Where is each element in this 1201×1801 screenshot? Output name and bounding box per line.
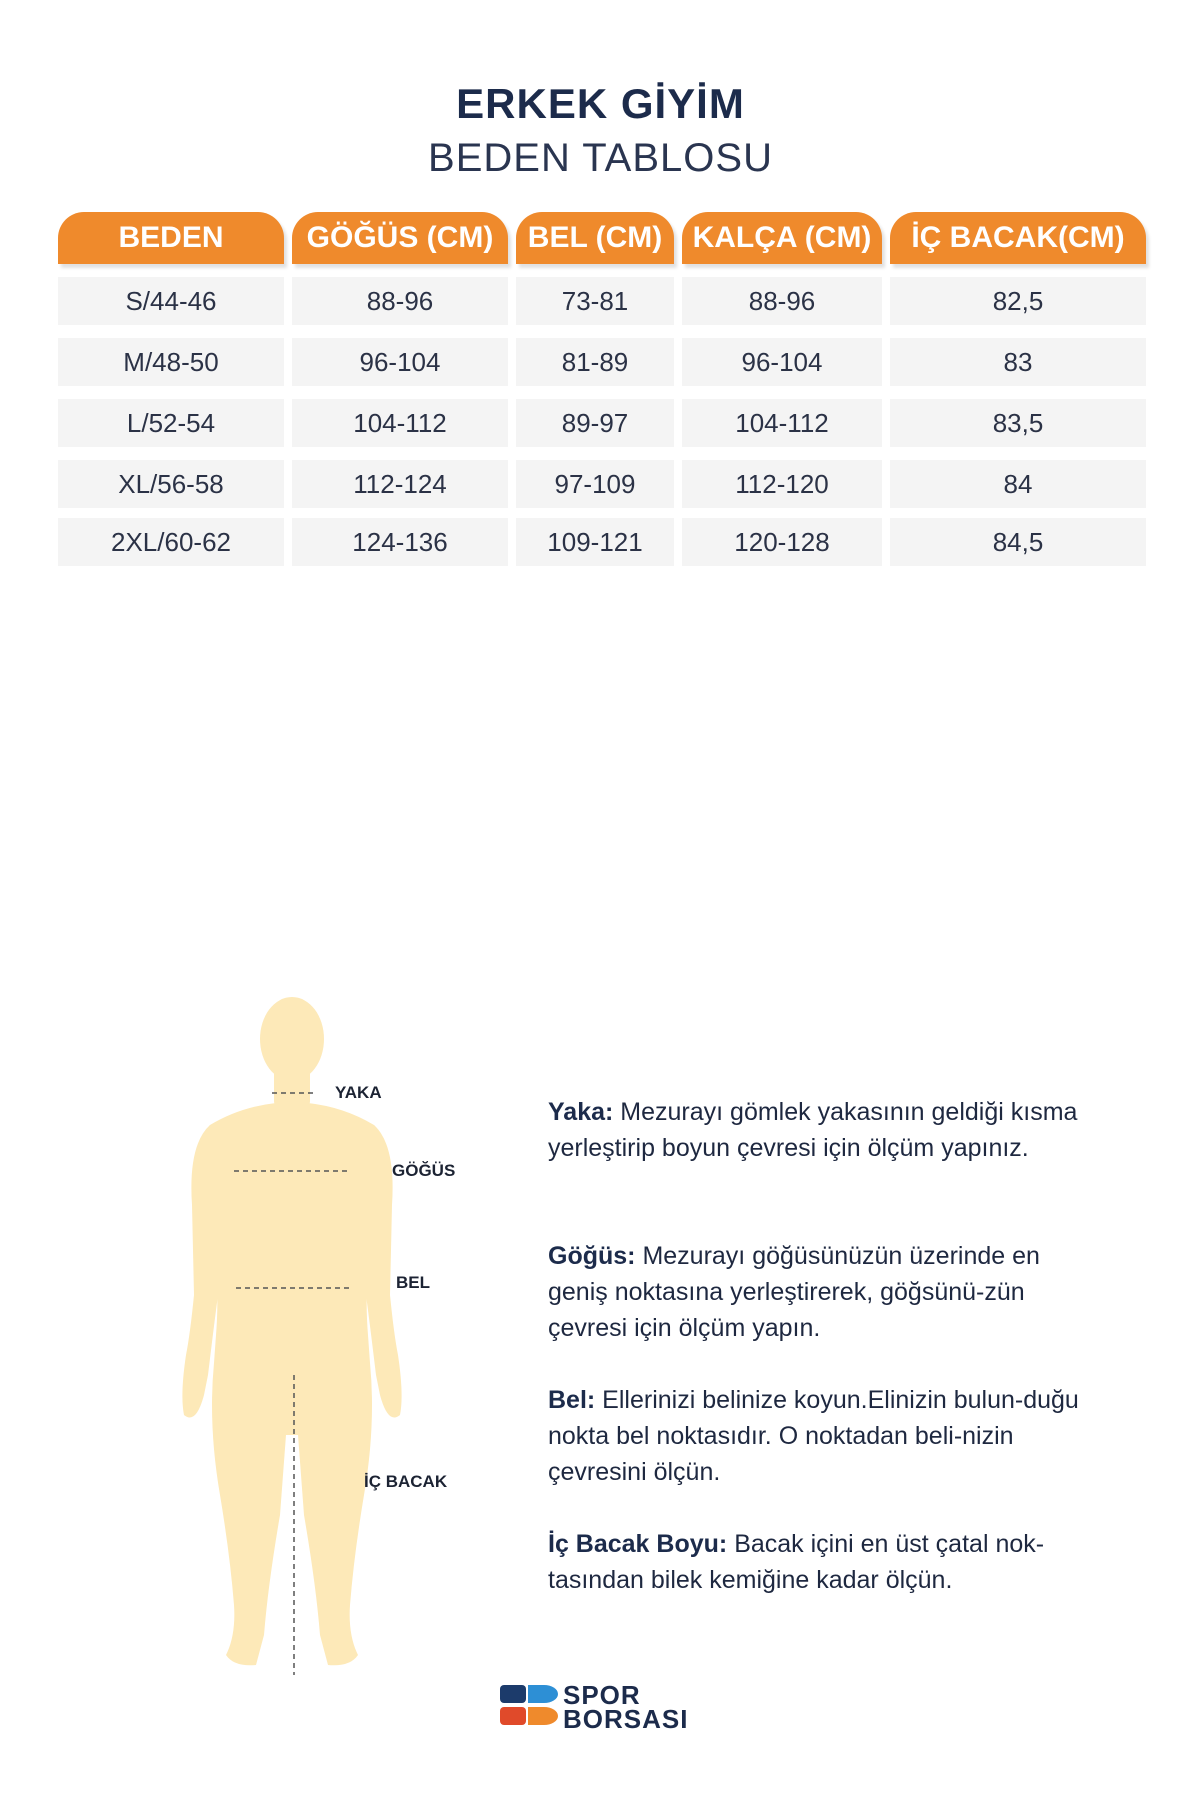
label-gogus: GÖĞÜS bbox=[392, 1161, 456, 1180]
table-cell: S/44-46 bbox=[58, 277, 284, 325]
table-cell: 104-112 bbox=[292, 399, 508, 447]
table-cell: 88-96 bbox=[292, 277, 508, 325]
page-title: ERKEK GİYİM bbox=[456, 80, 745, 127]
table-cell: 84,5 bbox=[890, 518, 1146, 566]
column-header: BEL (CM) bbox=[516, 212, 674, 264]
instruction-term: İç Bacak Boyu: bbox=[548, 1530, 728, 1558]
instruction-yaka bbox=[548, 1094, 1088, 1166]
column-header: GÖĞÜS (CM) bbox=[292, 212, 508, 264]
table-cell: 83,5 bbox=[890, 399, 1146, 447]
table-cell: 83 bbox=[890, 338, 1146, 386]
table-cell: 89-97 bbox=[516, 399, 674, 447]
instruction-text: Ellerinizi belinize koyun.Elinizin bulun-duğu nokta bel noktasıdır. O noktadan beli-nizin çevresini ölçün. bbox=[548, 1386, 1079, 1486]
table-cell: 97-109 bbox=[516, 460, 674, 508]
table-cell: 124-136 bbox=[292, 518, 508, 566]
brand-name-line2: BORSASI bbox=[563, 1704, 689, 1734]
table-cell: M/48-50 bbox=[58, 338, 284, 386]
instruction-term: Göğüs: bbox=[548, 1242, 636, 1270]
table-cell: XL/56-58 bbox=[58, 460, 284, 508]
table-cell: 82,5 bbox=[890, 277, 1146, 325]
label-yaka: YAKA bbox=[335, 1083, 382, 1102]
table-cell: 88-96 bbox=[682, 277, 882, 325]
table-cell: 96-104 bbox=[682, 338, 882, 386]
column-header: BEDEN bbox=[58, 212, 284, 264]
label-bel: BEL bbox=[396, 1273, 430, 1292]
table-cell: 96-104 bbox=[292, 338, 508, 386]
instruction-bel bbox=[548, 1382, 1088, 1490]
brand-name-line1: SPOR bbox=[563, 1680, 641, 1710]
table-cell: 120-128 bbox=[682, 518, 882, 566]
instruction-ic-bacak bbox=[548, 1526, 1088, 1598]
table-cell: L/52-54 bbox=[58, 399, 284, 447]
instruction-gogus bbox=[548, 1238, 1088, 1346]
table-cell: 73-81 bbox=[516, 277, 674, 325]
table-cell: 2XL/60-62 bbox=[58, 518, 284, 566]
page-subtitle: BEDEN TABLOSU bbox=[428, 136, 773, 180]
instruction-text: Bacak içini en üst çatal nok-tasından bilek kemiğine kadar ölçün. bbox=[548, 1530, 1045, 1594]
table-cell: 109-121 bbox=[516, 518, 674, 566]
table-cell: 112-120 bbox=[682, 460, 882, 508]
body-silhouette bbox=[180, 995, 480, 1675]
column-header: KALÇA (CM) bbox=[682, 212, 882, 264]
table-cell: 81-89 bbox=[516, 338, 674, 386]
instruction-term: Yaka: bbox=[548, 1098, 614, 1126]
table-cell: 84 bbox=[890, 460, 1146, 508]
brand-logo-icon bbox=[500, 1685, 558, 1725]
instruction-term: Bel: bbox=[548, 1386, 596, 1414]
table-cell: 104-112 bbox=[682, 399, 882, 447]
label-ic-bacak: İÇ BACAK bbox=[364, 1472, 448, 1491]
column-header: İÇ BACAK(CM) bbox=[890, 212, 1146, 264]
table-cell: 112-124 bbox=[292, 460, 508, 508]
instruction-text: Mezurayı göğüsünüzün üzerinde en geniş noktasına yerleştirerek, göğsünü-zün çevresi için ölçüm yapın. bbox=[548, 1242, 1040, 1342]
instruction-text: Mezurayı gömlek yakasının geldiği kısma yerleştirip boyun çevresi için ölçüm yapınız. bbox=[548, 1098, 1078, 1162]
